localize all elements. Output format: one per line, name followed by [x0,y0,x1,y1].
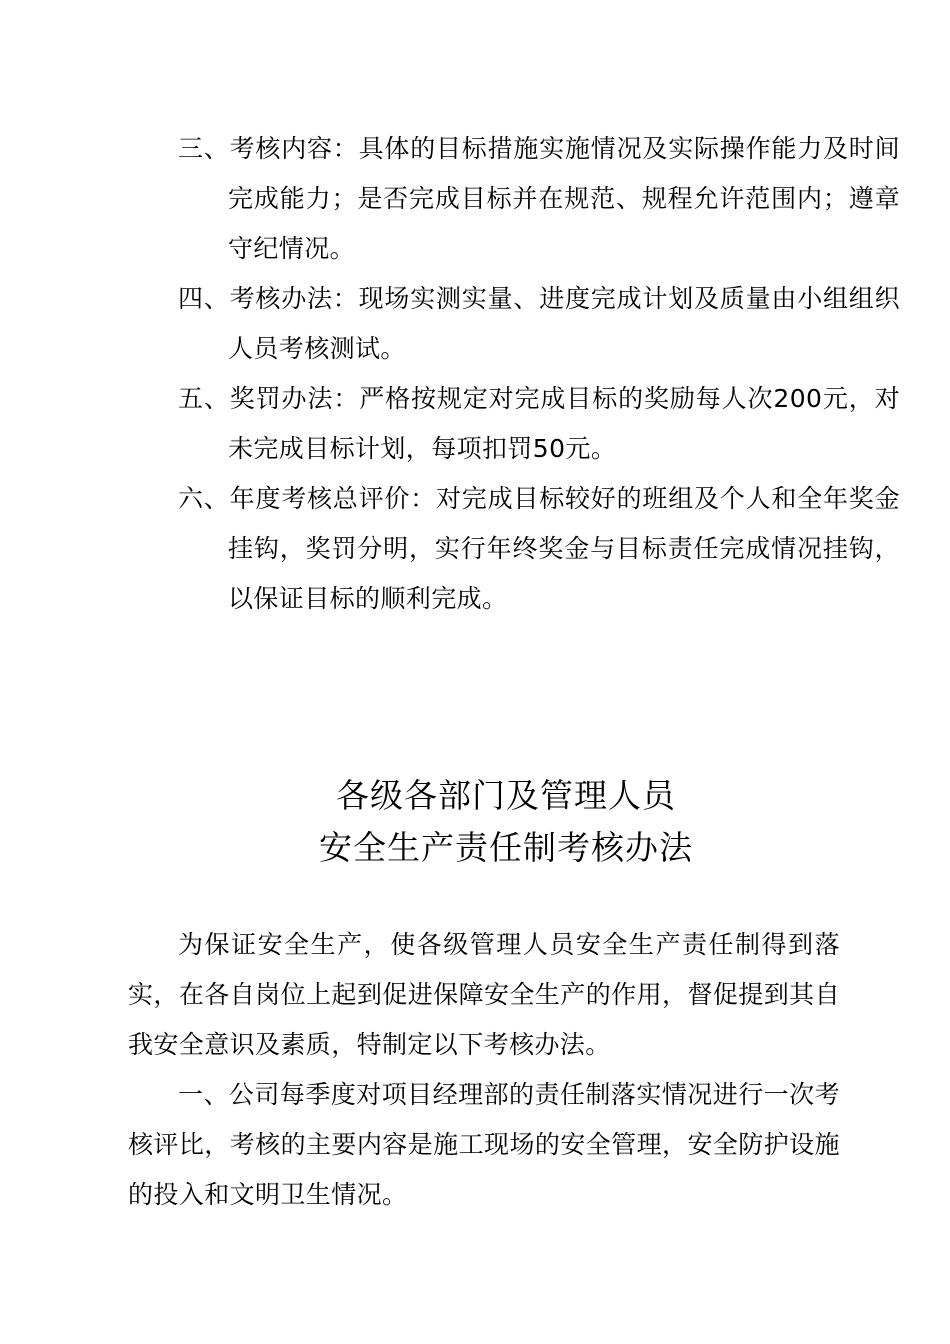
document-title-line2: 安全生产责任制考核办法 [319,828,693,867]
paragraph-item-one: 一、公司每季度对项目经理部的责任制落实情况进行一次考核评比，考核的主要内容是施工现场的安全管理，安全防护设施的投入和文明卫生情况。 [128,1080,840,1209]
intro-paragraph: 为保证安全生产，使各级管理人员安全生产责任制得到落实，在各自岗位上起到促进保障安全生产的作用，督促提到其自我安全意识及素质，特制定以下考核办法。 [128,930,840,1059]
item-assessment-method: 四、考核办法：现场实测实量、进度完成计划及质量由小组组织人员考核测试。 [178,284,900,363]
item-reward-penalty: 五、奖罚办法：严格按规定对完成目标的奖励每人次200元，对未完成目标计划，每项扣罚50元。 [178,384,900,463]
document-title-line1: 各级各部门及管理人员 [336,776,676,815]
item-assessment-content: 三、考核内容：具体的目标措施实施情况及实际操作能力及时间完成能力；是否完成目标并在规范、规程允许范围内；遵章守纪情况。 [178,134,900,263]
item-annual-evaluation: 六、年度考核总评价：对完成目标较好的班组及个人和全年奖金挂钩，奖罚分明，实行年终奖金与目标责任完成情况挂钩，以保证目标的顺利完成。 [178,484,900,613]
